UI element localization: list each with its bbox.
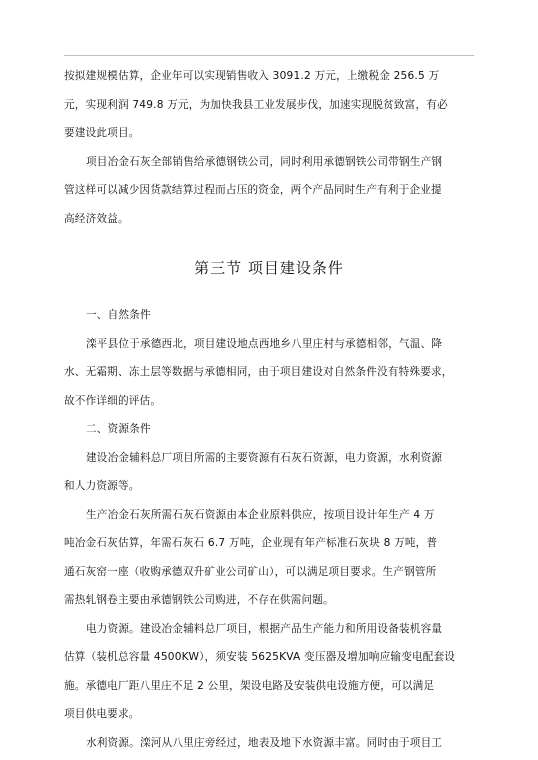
body-line: 要建设此项目。 — [64, 127, 140, 139]
subsection-heading: 一、自然条件 — [86, 309, 151, 321]
body-line: 水、无霜期、冻土层等数据与承德相同，由于项目建设对自然条件没有特殊要求， — [64, 366, 453, 378]
body-line: 施。承德电厂距八里庄不足 2 公里，架设电路及安装供电设施方便，可以满足 — [64, 680, 435, 692]
header-rule — [64, 55, 474, 56]
body-line: 按拟建规模估算，企业年可以实现销售收入 3091.2 万元，上缴税金 256.5 万 — [64, 70, 440, 82]
body-line: 元，实现利润 749.8 万元，为加快我县工业发展步伐，加速实现脱贫致富，有必 — [64, 99, 448, 111]
paragraph-start-line: 滦平县位于承德西北，项目建设地点西地乡八里庄村与承德相邻，气温、降 — [86, 338, 443, 350]
paragraph-start-line: 建设冶金辅料总厂项目所需的主要资源有石灰石资源，电力资源，水利资源 — [86, 452, 443, 464]
section-title: 第三节 项目建设条件 — [194, 259, 344, 277]
paragraph-start-line: 电力资源。建设冶金辅料总厂项目，根据产品生产能力和所用设备装机容量 — [86, 623, 443, 635]
body-line: 故不作详细的评估。 — [64, 395, 162, 407]
body-line: 和人力资源等。 — [64, 480, 140, 492]
paragraph-start-line: 项目冶金石灰全部销售给承德钢铁公司，同时利用承德钢铁公司带钢生产钢 — [86, 156, 443, 168]
body-line: 项目供电要求。 — [64, 708, 140, 720]
body-line: 吨冶金石灰估算，年需石灰石 6.7 万吨，企业现有年产标准石灰块 8 万吨，普 — [64, 537, 438, 549]
body-line: 高经济效益。 — [64, 213, 129, 225]
subsection-heading: 二、资源条件 — [86, 423, 151, 435]
body-line: 通石灰窑一座（收购承德双升矿业公司矿山），可以满足项目要求。生产钢管所 — [64, 566, 437, 578]
body-line: 需热轧钢卷主要由承德钢铁公司购进，不存在供需问题。 — [64, 594, 334, 606]
paragraph-start-line: 水利资源。滦河从八里庄旁经过，地表及地下水资源丰富。同时由于项目工 — [86, 737, 443, 749]
paragraph-start-line: 生产冶金石灰所需石灰石资源由本企业原料供应，按项目设计年生产 4 万 — [86, 509, 435, 521]
body-line: 管这样可以减少因货款结算过程而占压的资金，两个产品同时生产有利于企业提 — [64, 184, 442, 196]
body-line: 估算（装机总容量 4500KW），须安装 5625KVA 变压器及增加响应输变电配套设 — [64, 651, 456, 663]
